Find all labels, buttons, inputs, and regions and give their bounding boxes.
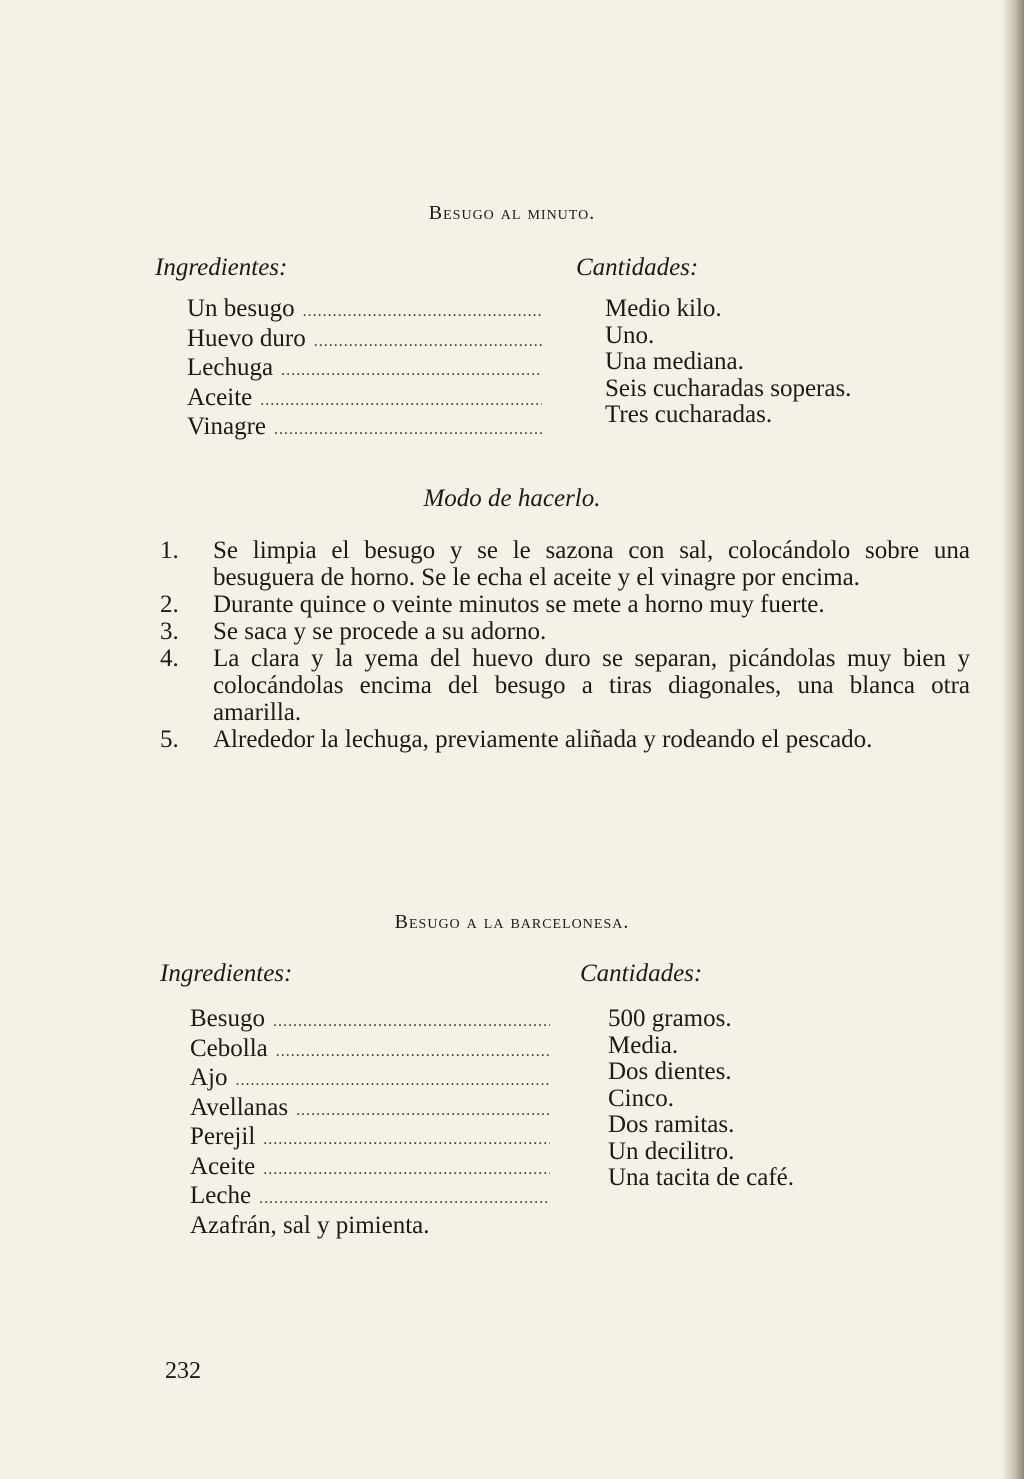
- ingredient-row: [190, 1065, 550, 1095]
- dot-leader: [276, 1039, 550, 1066]
- ingredient-name: Ajo: [190, 1064, 228, 1091]
- ingredient-row: [187, 414, 542, 444]
- quantity-value: Tres cucharadas.: [605, 401, 773, 428]
- quantity-value: Uno.: [605, 321, 655, 349]
- quantity-value: Una tacita de café.: [608, 1164, 794, 1191]
- step-text: Durante quince o veinte minutos se mete a horno muy fuerte.: [213, 591, 825, 618]
- ingredient-row: [190, 1213, 550, 1240]
- ingredient-name: Lechuga: [187, 354, 274, 381]
- method-step: [155, 645, 970, 726]
- quantity-list: [608, 1006, 794, 1192]
- ingredient-list: [187, 296, 542, 444]
- step-number: 1.: [160, 537, 179, 564]
- quantity-value: 500 gramos.: [608, 1005, 732, 1032]
- quantity-value: Seis cucharadas soperas.: [605, 374, 852, 402]
- extra-ingredient: Azafrán, sal y pimienta.: [190, 1211, 430, 1239]
- ingredient-row: [190, 1006, 550, 1036]
- ingredient-name: Avellanas: [190, 1093, 289, 1121]
- ingredient-name: Cebolla: [190, 1034, 268, 1062]
- quantity-value: Dos dientes.: [608, 1058, 732, 1085]
- ingredient-list: [190, 1006, 550, 1239]
- method-steps: [155, 537, 970, 753]
- dot-leader: [274, 417, 542, 444]
- step-text: Se saca y se procede a su adorno.: [213, 618, 547, 645]
- step-text: Se limpia el besugo y se le sazona con sal, colocándolo sobre una besuguera de horno. Se le echa el aceite y el vinagre por encima.: [213, 537, 970, 591]
- ingredient-name: Aceite: [187, 383, 253, 411]
- step-number: 5.: [160, 726, 179, 753]
- quantity-value: Medio kilo.: [605, 295, 722, 322]
- step-text: Alrededor la lechuga, previamente aliñada y rodeando el pescado.: [213, 726, 873, 753]
- ingredient-name: Un besugo: [187, 295, 295, 322]
- dot-leader: [263, 1157, 550, 1184]
- ingredient-row: [187, 385, 542, 415]
- page-number: 232: [165, 1358, 201, 1384]
- dot-leader: [259, 1186, 550, 1213]
- dot-leader: [236, 1068, 551, 1095]
- quantity-value: Una mediana.: [605, 348, 744, 375]
- dot-leader: [314, 329, 542, 356]
- ingredient-name: Huevo duro: [187, 324, 306, 352]
- method-step: [155, 537, 970, 591]
- ingredient-name: Aceite: [190, 1152, 256, 1180]
- dot-leader: [263, 1127, 550, 1154]
- quantity-value: Media.: [608, 1031, 679, 1059]
- quantities-heading: Cantidades:: [576, 254, 699, 281]
- step-number: 2.: [160, 591, 179, 618]
- ingredient-row: [187, 326, 542, 356]
- ingredient-row: [190, 1183, 550, 1213]
- quantity-list: [605, 296, 851, 429]
- recipe-title-besugo-a-la-barcelonesa: Besugo a la barcelonesa.: [394, 911, 630, 933]
- ingredient-row: [190, 1095, 550, 1125]
- ingredient-row: [187, 296, 542, 326]
- ingredients-heading: Ingredientes:: [160, 960, 293, 987]
- method-step: [155, 726, 970, 753]
- step-number: 4.: [160, 645, 179, 672]
- method-step: [155, 591, 970, 618]
- dot-leader: [303, 299, 542, 326]
- ingredient-name: Vinagre: [187, 413, 267, 440]
- ingredient-row: [187, 355, 542, 385]
- quantities-heading: Cantidades:: [580, 960, 703, 987]
- method-step: [155, 618, 970, 645]
- ingredient-row: [190, 1124, 550, 1154]
- recipe-title-besugo-al-minuto: Besugo al minuto.: [428, 202, 596, 224]
- ingredient-name: Perejil: [190, 1123, 256, 1150]
- ingredient-name: Besugo: [190, 1005, 265, 1032]
- method-heading: Modo de hacerlo.: [423, 485, 601, 512]
- ingredients-heading: Ingredientes:: [155, 254, 288, 281]
- quantity-value: Cinco.: [608, 1084, 674, 1112]
- dot-leader: [273, 1009, 550, 1036]
- quantity-value: Un decilitro.: [608, 1137, 735, 1165]
- ingredient-row: [190, 1036, 550, 1066]
- quantity-value: Dos ramitas.: [608, 1111, 735, 1138]
- dot-leader: [281, 358, 542, 385]
- dot-leader: [260, 388, 542, 415]
- dot-leader: [296, 1098, 550, 1125]
- step-text: La clara y la yema del huevo duro se separan, picándolas muy bien y colocándolas encima del besugo a tiras diagonales, una blanca otra amarilla.: [213, 645, 970, 726]
- step-number: 3.: [160, 618, 179, 645]
- ingredient-row: [190, 1154, 550, 1184]
- ingredient-name: Leche: [190, 1182, 252, 1209]
